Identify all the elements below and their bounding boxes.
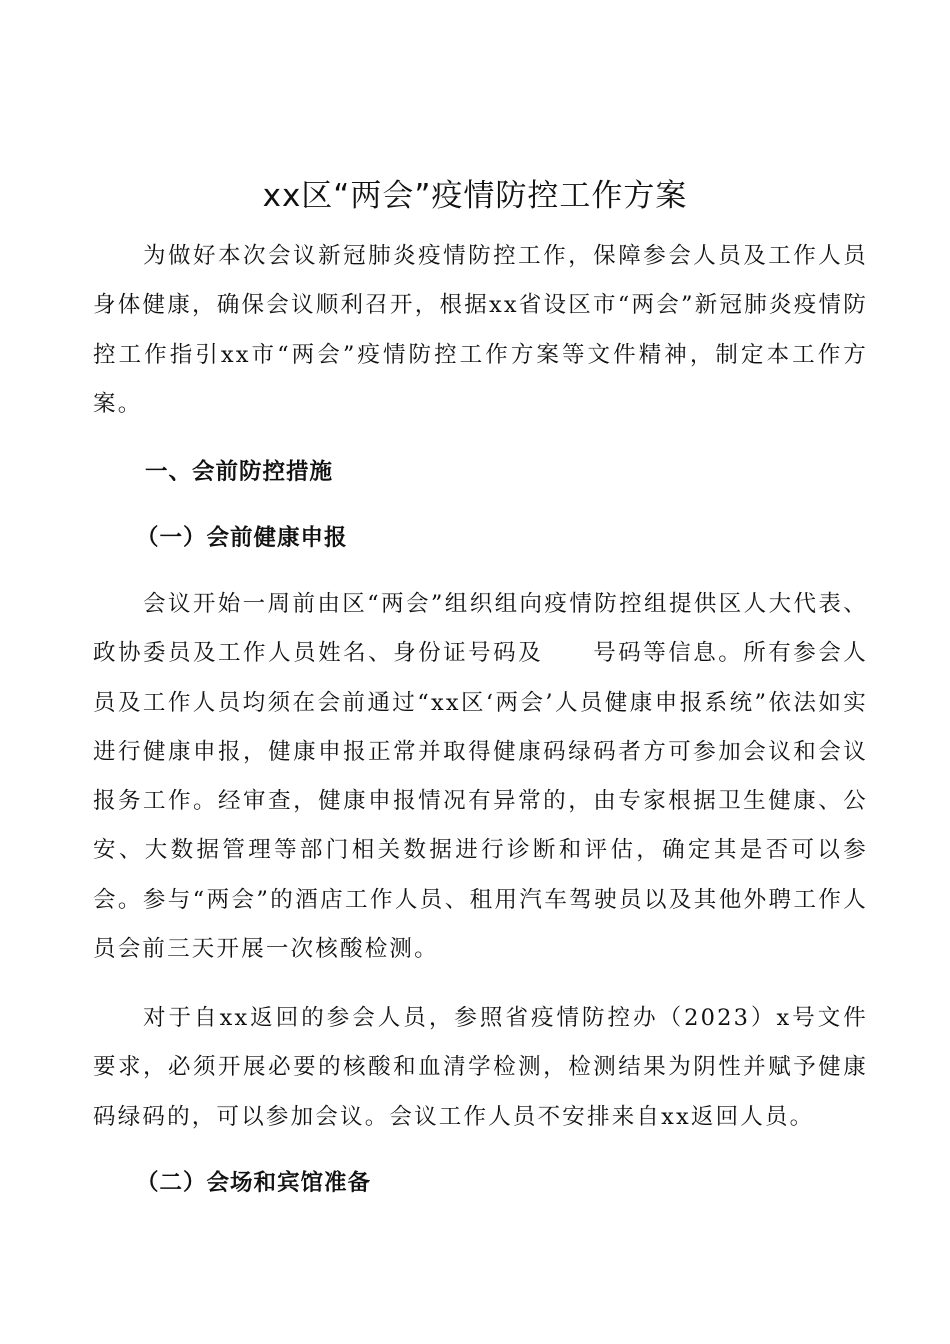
document-title: xx区“两会”疫情防控工作方案: [262, 178, 688, 214]
section-heading-pre-meeting: 一、会前防控措施: [145, 459, 334, 485]
subsection-heading-health-declaration: （一）会前健康申报: [136, 525, 348, 551]
returnee-paragraph: 对于自xx返回的参会人员，参照省疫情防控办（2023）x号文件要求，必须开展必要的核酸和血清学检测，检测结果为阴性并赋予健康码绿码的，可以参加会议。会议工作人员不安排来自xx返回人员。: [93, 1005, 868, 1130]
health-declaration-paragraph: 会议开始一周前由区“两会”组织组向疫情防控组提供区人大代表、政协委员及工作人员姓名、身份证号码及 号码等信息。所有参会人员及工作人员均须在会前通过“xx区‘两会’人员健康申报系统”依法如实进行健康申报，健康申报正常并取得健康码绿码者方可参加会议和会议报务工作。经审查，健康申报情况有异常的，由专家根据卫生健康、公安、大数据管理等部门相关数据进行诊断和评估，确定其是否可以参会。参与“两会”的酒店工作人员、租用汽车驾驶员以及其他外聘工作人员会前三天开展一次核酸检测。: [93, 591, 868, 963]
subsection-heading-venue-hotel: （二）会场和宾馆准备: [136, 1170, 372, 1196]
intro-paragraph: 为做好本次会议新冠肺炎疫情防控工作，保障参会人员及工作人员身体健康，确保会议顺利召开，根据xx省设区市“两会”新冠肺炎疫情防控工作指引xx市“两会”疫情防控工作方案等文件精神，制定本工作方案。: [93, 243, 868, 417]
